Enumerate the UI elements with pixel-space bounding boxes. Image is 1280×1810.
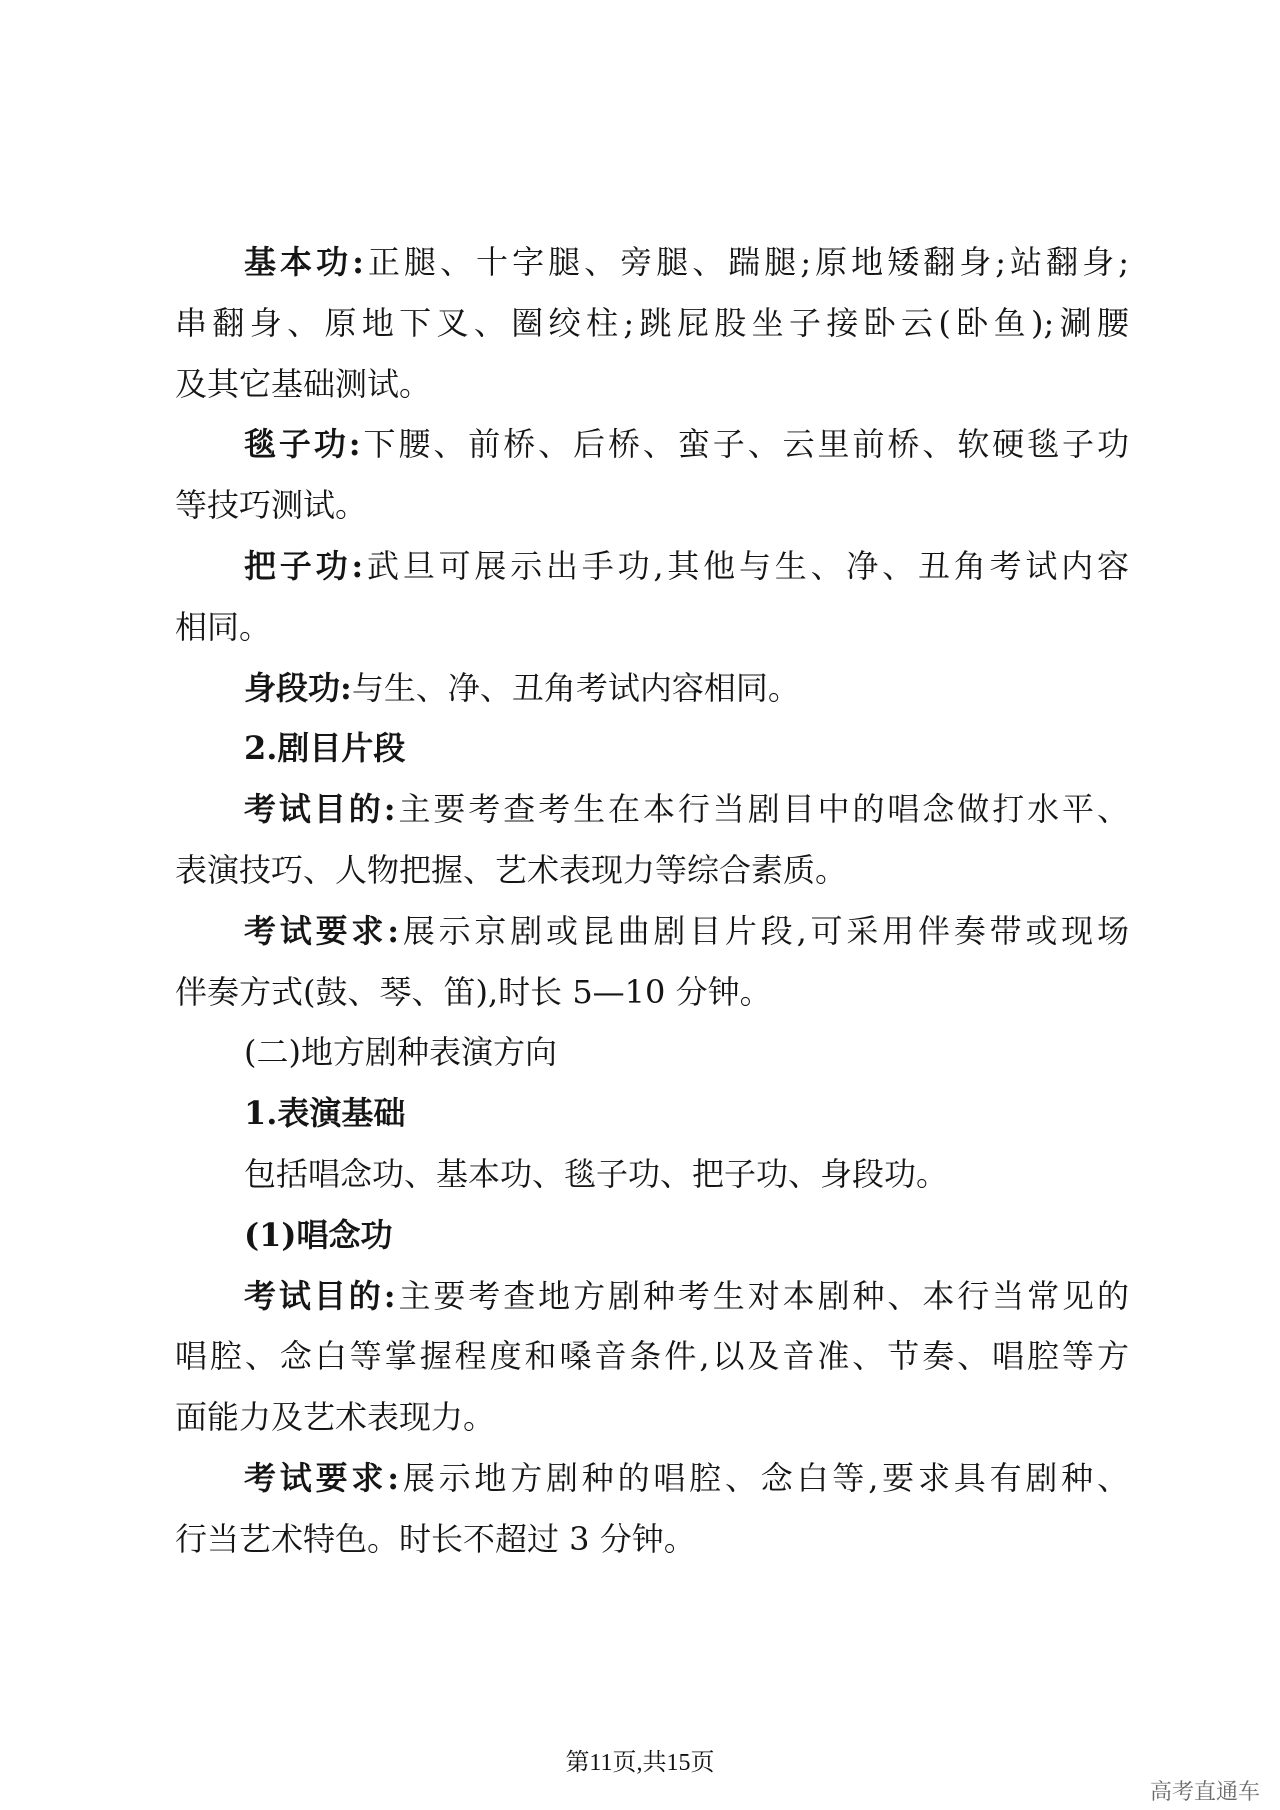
sing-requirement-text: 展示地方剧种的唱腔、念白等,要求具有剧种、 xyxy=(399,1458,1129,1497)
page-number-footer: 第11页,共15页 xyxy=(565,1750,715,1776)
paragraph-rep-requirement-line-1 xyxy=(175,901,1129,962)
paragraph-rep-requirement-line-2: 伴奏方式(鼓、琴、笛),时长 5—10 分钟。 xyxy=(175,972,772,1011)
paragraph-posture-line-1 xyxy=(175,658,1129,719)
paragraph-sing-requirement-line-1 xyxy=(175,1448,1129,1509)
basic-label: 基本功: xyxy=(244,243,364,281)
paragraph-rep-purpose-line-1 xyxy=(175,779,1129,840)
carpet-label: 毯子功: xyxy=(244,425,361,464)
heading-repertoire: 2.剧目片段 xyxy=(244,729,406,768)
watermark-text: 高考直通车 xyxy=(1149,1780,1260,1805)
paragraph-carpet-line-1 xyxy=(175,414,1129,475)
paragraph-sing-requirement-line-2: 行当艺术特色。时长不超过 3 分钟。 xyxy=(175,1519,696,1558)
heading-local-opera: (二)地方剧种表演方向 xyxy=(244,1033,557,1072)
paragraph-weapon-line-1 xyxy=(175,536,1129,597)
paragraph-sing-purpose-line-1 xyxy=(175,1266,1129,1327)
sing-purpose-text: 主要考查地方剧种考生对本剧种、本行当常见的 xyxy=(395,1276,1129,1315)
sing-purpose-label: 考试目的: xyxy=(244,1276,396,1315)
paragraph-basic-line-2: 串翻身、原地下叉、圈绞柱;跳屁股坐子接卧云(卧鱼);涮腰 xyxy=(175,303,1129,342)
paragraph-basic-line-1 xyxy=(175,232,1129,293)
rep-purpose-text: 主要考查考生在本行当剧目中的唱念做打水平、 xyxy=(395,790,1129,829)
rep-requirement-text: 展示京剧或昆曲剧目片段,可采用伴奏带或现场 xyxy=(399,911,1129,950)
posture-label: 身段功: xyxy=(244,668,352,707)
sing-requirement-label: 考试要求: xyxy=(244,1458,400,1497)
paragraph-rep-purpose-line-2: 表演技巧、人物把握、艺术表现力等综合素质。 xyxy=(175,850,848,889)
weapon-text: 武旦可展示出手功,其他与生、净、丑角考试内容 xyxy=(363,546,1129,585)
paragraph-carpet-line-2: 等技巧测试。 xyxy=(175,486,368,525)
paragraph-weapon-line-2: 相同。 xyxy=(175,607,272,646)
paragraph-foundation-text: 包括唱念功、基本功、毯子功、把子功、身段功。 xyxy=(244,1154,949,1193)
paragraph-sing-purpose-line-3: 面能力及艺术表现力。 xyxy=(175,1398,496,1437)
document-body xyxy=(175,232,1129,1570)
basic-text: 正腿、十字腿、旁腿、踹腿;原地矮翻身;站翻身; xyxy=(363,243,1129,281)
rep-requirement-label: 考试要求: xyxy=(244,911,400,950)
paragraph-basic-line-3: 及其它基础测试。 xyxy=(175,364,432,403)
carpet-text: 下腰、前桥、后桥、蛮子、云里前桥、软硬毯子功 xyxy=(360,425,1129,464)
posture-text: 与生、净、丑角考试内容相同。 xyxy=(351,668,800,707)
heading-singing: (1)唱念功 xyxy=(244,1215,393,1254)
weapon-label: 把子功: xyxy=(244,546,364,585)
heading-foundation: 1.表演基础 xyxy=(244,1094,406,1133)
paragraph-sing-purpose-line-2: 唱腔、念白等掌握程度和嗓音条件,以及音准、节奏、唱腔等方 xyxy=(175,1337,1129,1376)
rep-purpose-label: 考试目的: xyxy=(244,790,396,829)
